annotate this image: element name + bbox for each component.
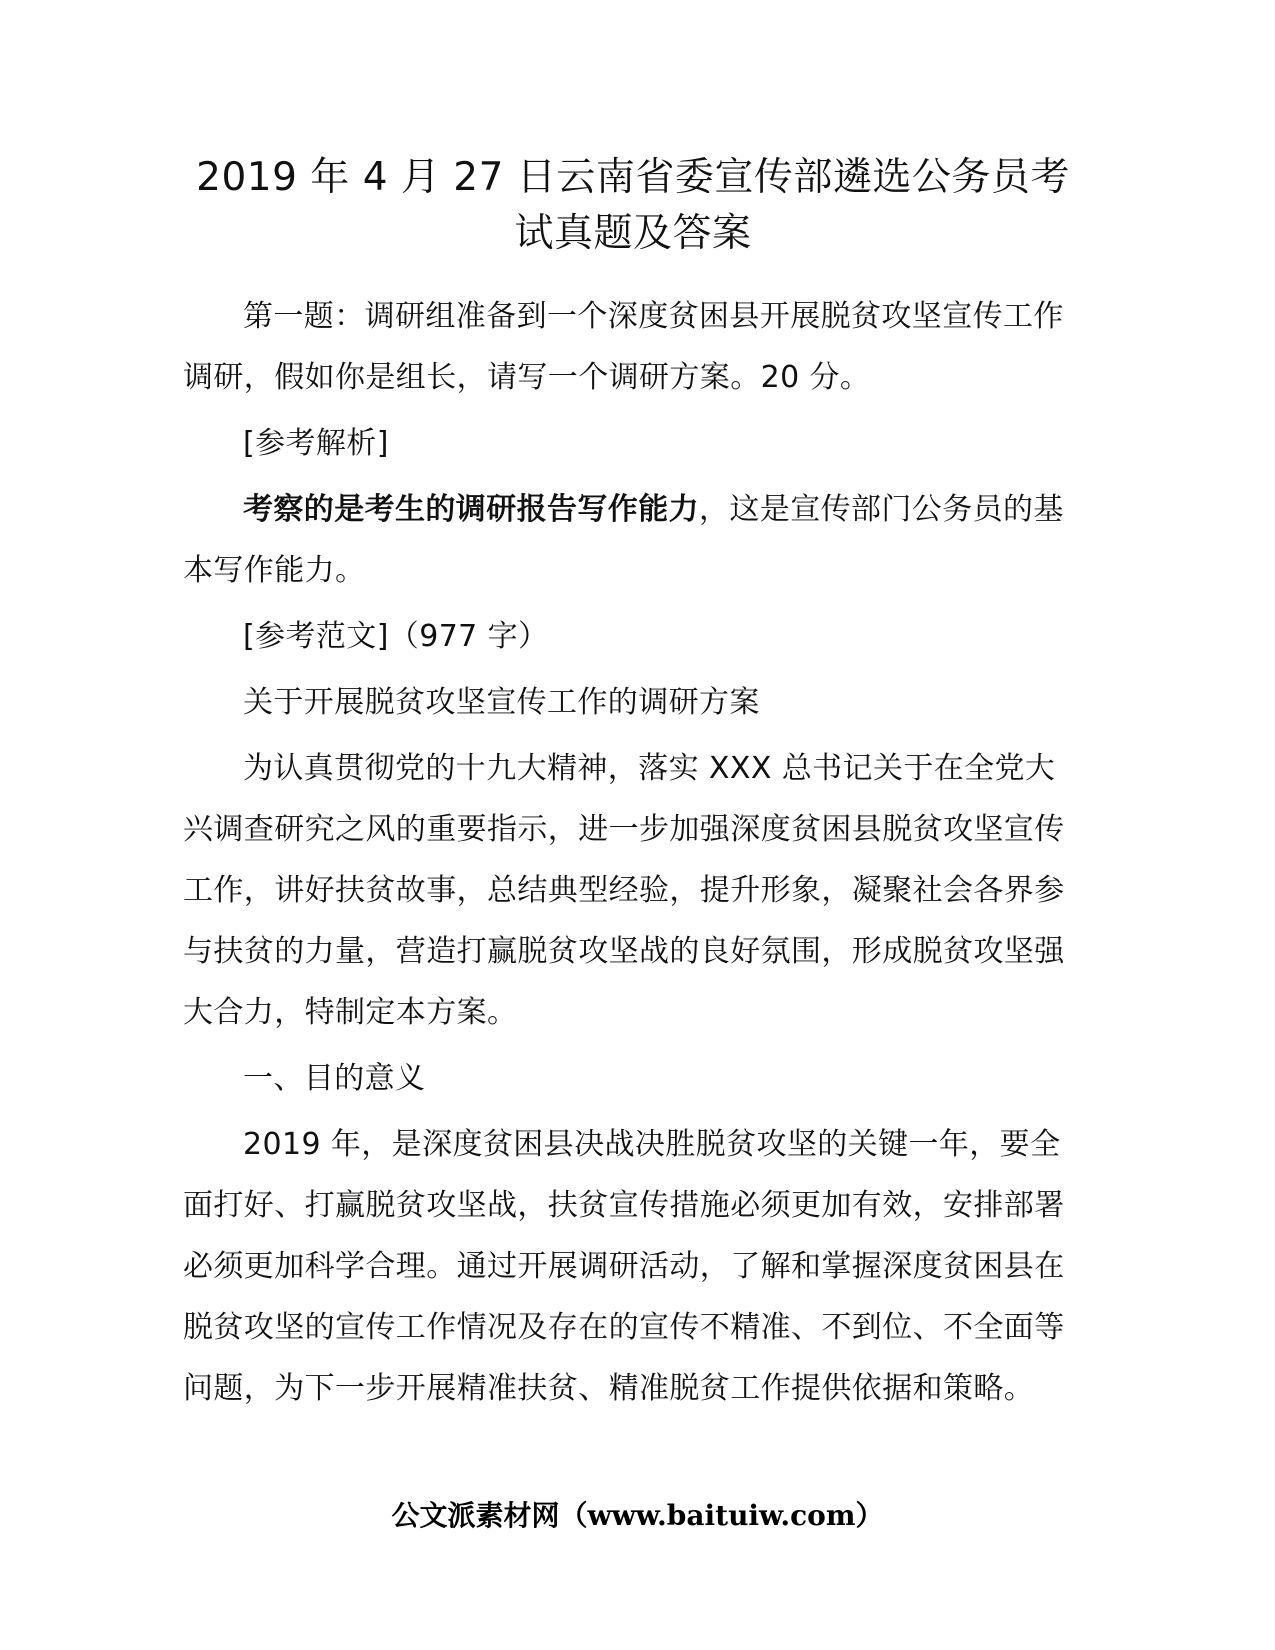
document-body bbox=[183, 150, 1083, 1419]
analysis-paragraph bbox=[183, 479, 1083, 601]
analysis-rest-text: ，这是宣传部门公务员的基本写作能力。 bbox=[183, 492, 1064, 588]
body-paragraph-1: 为认真贯彻党的十九大精神，落实 XXX 总书记关于在全党大兴调查研究之风的重要指示，进一步加强深度贫困县脱贫攻坚宣传工作，讲好扶贫故事，总结典型经验，提升形象，凝聚社会各界参与扶贫的力量，营造打赢脱贫攻坚战的良好氛围，形成脱贫攻坚强大合力，特制定本方案。 bbox=[183, 751, 1065, 1030]
section-1-heading: 一、目的意义 bbox=[243, 1061, 426, 1096]
title-line-1: 2019 年 4 月 27 日云南省委宣传部遴选公务员考 bbox=[196, 155, 1070, 200]
question-1: 第一题：调研组准备到一个深度贫困县开展脱贫攻坚宣传工作调研，假如你是组长，请写一个调研方案。20 分。 bbox=[183, 299, 1064, 395]
sample-heading: [参考范文]（977 字） bbox=[243, 619, 549, 654]
sample-title: 关于开展脱贫攻坚宣传工作的调研方案 bbox=[243, 685, 760, 720]
analysis-heading: [参考解析] bbox=[243, 426, 389, 461]
title-line-2: 试真题及答案 bbox=[514, 211, 752, 256]
analysis-bold-text: 考察的是考生的调研报告写作能力 bbox=[243, 492, 699, 527]
footer-watermark: 公文派素材网（www.baituiw.com） bbox=[391, 1499, 884, 1532]
document-title bbox=[183, 150, 1083, 262]
body-paragraph-2: 2019 年，是深度贫困县决战决胜脱贫攻坚的关键一年，要全面打好、打赢脱贫攻坚战，扶贫宣传措施必须更加有效，安排部署必须更加科学合理。通过开展调研活动，了解和掌握深度贫困县在脱贫攻坚的宣传工作情况及存在的宣传不精准、不到位、不全面等问题，为下一步开展精准扶贫、精准脱贫工作提供依据和策略。 bbox=[183, 1127, 1065, 1406]
